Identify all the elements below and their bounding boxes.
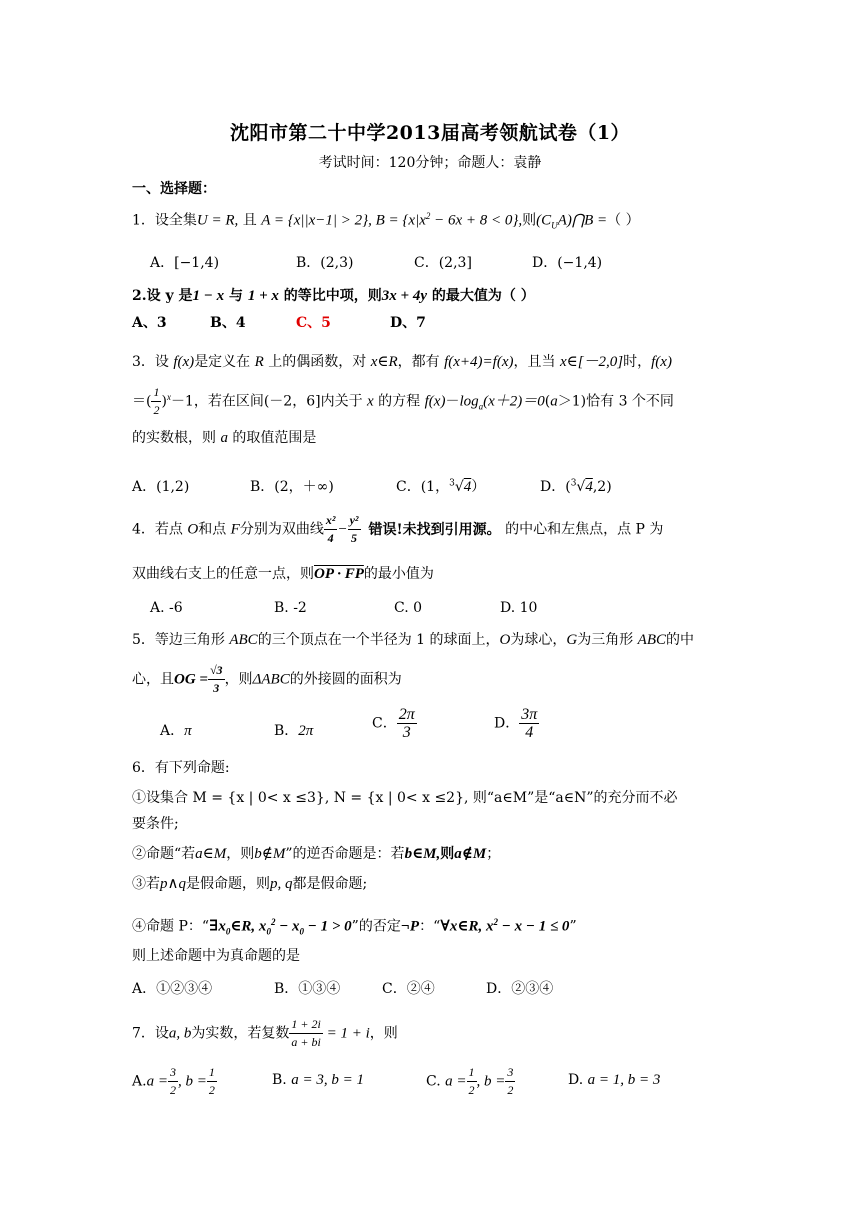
q7-option-b [272, 1072, 364, 1089]
q6-text: ” [569, 918, 577, 935]
question-3-line-1 [132, 352, 672, 372]
q2-option-b: B、4 [210, 315, 246, 331]
q3-text: ( [544, 393, 551, 410]
q6-math: ∈R, x [230, 918, 267, 935]
q6-math: − 1 > 0 [304, 918, 352, 935]
q5-option-label: C． [372, 715, 397, 732]
q5-option-a [160, 720, 192, 740]
q7-math: = 1 + i [322, 1025, 370, 1042]
q7-text: 7．设 [132, 1025, 169, 1042]
q3-text: ，且当 [513, 354, 560, 370]
q2-math: 1 + x [247, 288, 279, 304]
q3-root-radicand: 4 [585, 479, 593, 495]
q3-root-radicand: 4 [463, 479, 472, 495]
q4-fraction-num: x² [324, 512, 338, 530]
q7-math: a = [146, 1073, 168, 1090]
q7-math: a = [445, 1073, 467, 1090]
q6-text: 则 [440, 846, 455, 862]
q6-proposition-1-line-2: 要条件; [132, 816, 179, 832]
q5-math: O [499, 632, 511, 648]
q7-option-c-fraction-2 [505, 1064, 515, 1099]
q4-option-a: A. -6 [150, 600, 183, 616]
q3-option-d-text: D．( [540, 479, 571, 495]
q7-option-label: D. [568, 1072, 584, 1088]
q7-option-label: C. [426, 1073, 441, 1090]
q7-text: ，则 [369, 1025, 398, 1042]
q4-option-b: B. -2 [274, 600, 307, 616]
q7-option-c [426, 1064, 515, 1099]
q6-math: a∈M [195, 846, 227, 862]
q6-math: b∉M [254, 846, 286, 862]
q6-option-a: A．①②③④ [132, 981, 213, 997]
q3-text: 时， [623, 354, 652, 370]
q7-option-a [132, 1064, 217, 1099]
q4-text: 的中心和左焦点，点 P 为 [500, 521, 664, 538]
q4-text: 分别为双曲线 [239, 521, 324, 538]
question-6-head: 6．有下列命题: [132, 760, 230, 776]
q5-fraction-num: √3 [208, 662, 225, 680]
q6-exponent: 2 [270, 917, 276, 927]
q3-text: 的取值范围是 [227, 430, 317, 446]
q4-minus: − [337, 521, 348, 538]
q6-text: ； [486, 846, 501, 862]
q5-fraction [208, 662, 225, 697]
q6-text: ②命题“若 [132, 846, 196, 862]
q3-text: ，都有 [397, 354, 445, 370]
q2-text: 的最大值为（ ） [427, 288, 535, 304]
q3-math: f(x) [173, 354, 195, 370]
q7-fraction-num: 1 [207, 1064, 217, 1082]
q7-math: , b = [177, 1073, 207, 1090]
q3-text: ＞1)恰有 3 个不同 [557, 393, 674, 410]
q6-text: 都是假命题; [292, 876, 368, 892]
q3-option-d [540, 476, 612, 496]
q5-text: 的三个顶点在一个半径为 1 的球面上， [257, 632, 500, 648]
q5-math: OG = [174, 671, 208, 688]
q3-fraction [151, 384, 161, 419]
exam-info: 考试时间：120分钟；命题人：袁静 [318, 155, 542, 171]
q5-text: ，则 [224, 671, 253, 688]
section-heading: 一、选择题： [132, 181, 216, 197]
q4-fraction-den: 4 [327, 531, 334, 545]
q3-text: ) [161, 393, 167, 410]
q1-math: A)⋂B = [557, 212, 608, 229]
question-1-stem [132, 206, 640, 235]
q1-text: 则 [522, 212, 537, 229]
q3-math: f(x) [651, 354, 672, 370]
q5-math: ABC [229, 632, 258, 648]
q5-option-label: A． [160, 723, 185, 739]
q6-option-c: C．②④ [382, 981, 435, 997]
q6-text: ”的否定 [351, 918, 401, 935]
q1-option-a: A．[−1,4) [150, 255, 220, 271]
q5-math: G [566, 632, 578, 648]
q3-option-b: B．(2，＋∞) [250, 479, 334, 495]
q4-fraction-x [324, 512, 338, 547]
q7-math: a = 3, b = 1 [291, 1072, 364, 1088]
q3-math: (x＋2)＝0 [483, 393, 545, 410]
q5-option-label: B． [274, 723, 299, 739]
q5-option-d-fraction [519, 706, 539, 741]
q4-math: F [230, 521, 240, 538]
q6-option-d: D．②③④ [486, 981, 554, 997]
q7-option-d [568, 1072, 660, 1089]
q4-text: 的最小值为 [363, 566, 434, 582]
q3-math: x∈R [370, 354, 398, 370]
q6-math: − x − 1 ≤ 0 [498, 918, 570, 935]
q3-math: a [550, 393, 558, 410]
q1-exponent: 2 [425, 211, 431, 221]
q5-fraction-num: 3π [521, 706, 538, 723]
q3-option-a: A．(1,2) [132, 479, 190, 495]
q6-math: − x [275, 918, 300, 935]
q6-subscript: 0 [225, 926, 231, 937]
q6-prompt: 则上述命题中为真命题的是 [132, 948, 300, 964]
q5-text: 5．等边三角形 [132, 632, 230, 648]
q5-math: ABC [637, 632, 666, 648]
q4-vector-product: OP · FP [314, 566, 364, 582]
q3-text: ＝( [132, 393, 152, 410]
q2-option-a: A、3 [132, 315, 167, 331]
q2-text: 2.设 y 是 [132, 288, 193, 304]
q3-math: f(x) [424, 393, 446, 410]
q3-option-c [396, 476, 485, 496]
q6-exponent: 2 [493, 917, 499, 927]
q3-fraction-den: 2 [153, 403, 160, 417]
q6-math: ∀x∈R, x [440, 918, 494, 935]
q6-proposition-4 [132, 912, 577, 941]
q6-text: ④命题 P：“ [132, 918, 210, 935]
q7-fraction-num: 3 [505, 1064, 515, 1082]
q5-text: 心，且 [132, 671, 174, 688]
q6-math: a∉M [454, 846, 487, 862]
question-7-stem [132, 1016, 398, 1051]
q3-root-index: 3 [570, 478, 577, 489]
q5-fraction-den: 4 [525, 724, 534, 741]
q7-math: a = 1, b = 3 [587, 1072, 661, 1088]
page-title: 沈阳市第二十中学2013届高考领航试卷（1） [229, 122, 631, 144]
q3-option-c-close: ） [471, 479, 486, 495]
question-3-line-3 [132, 428, 316, 448]
q3-fraction-num: 1 [151, 384, 161, 402]
q7-fraction-den: 2 [169, 1083, 176, 1097]
q7-option-label: B. [272, 1072, 287, 1088]
q1-text: 1．设全集 [132, 212, 197, 229]
q6-math: p, q [269, 876, 293, 892]
q4-text: 双曲线右支上的任意一点，则 [132, 566, 314, 582]
q2-math: 3x + 4y [381, 288, 427, 304]
q1-subscript: U [551, 220, 558, 231]
q5-fraction-num: 2π [398, 706, 415, 723]
q3-text: 是定义在 [194, 354, 255, 370]
q4-math: O [187, 521, 199, 538]
q6-text: ③若 [132, 876, 160, 892]
q7-fraction-den: 2 [208, 1083, 215, 1097]
q5-option-value: π [184, 723, 192, 739]
question-5-line-1 [132, 630, 694, 650]
q3-option-c-text: C．(1， [396, 479, 450, 495]
q3-math: R [254, 354, 264, 370]
q2-option-d: D、7 [390, 315, 426, 331]
q3-root-index: 3 [449, 478, 455, 489]
q2-math: 1 − x [192, 288, 225, 304]
question-3-line-2 [132, 384, 674, 419]
q7-fraction-num: 1 [467, 1064, 477, 1082]
q7-option-label: A. [132, 1073, 147, 1090]
question-4-line-1 [132, 512, 663, 547]
q6-math: ¬P [400, 918, 420, 935]
question-2-stem [132, 286, 535, 306]
q3-option-d-close: ,2) [592, 479, 612, 495]
q5-math: ΔABC [252, 671, 290, 688]
q6-proposition-2 [132, 844, 500, 864]
q7-text: 为实数，若复数 [191, 1025, 290, 1042]
q5-option-value: 2π [298, 723, 314, 739]
q6-math: ∃x [209, 918, 226, 935]
q3-exponent: x [166, 391, 171, 402]
q1-text: 且 [238, 212, 262, 229]
q1-set-b: − 6x + 8 < 0}, [430, 212, 523, 229]
q1-math: U = R, [196, 212, 239, 229]
q3-text: 3．设 [132, 354, 174, 370]
question-4-line-2 [132, 564, 434, 584]
q3-root: √ [454, 479, 464, 495]
q3-text: 的实数根，则 [132, 430, 221, 446]
q6-text: ：“ [419, 918, 441, 935]
q7-option-a-fraction-2 [207, 1064, 217, 1099]
q6-proposition-3 [132, 874, 367, 894]
q3-math: x∈[－2,0] [559, 354, 624, 370]
q7-option-c-fraction [467, 1064, 477, 1099]
q4-fraction-y [348, 512, 361, 547]
q7-math: a, b [168, 1025, 192, 1042]
q3-math: f(x+4)=f(x) [444, 354, 514, 370]
q5-option-d [494, 706, 539, 741]
q7-fraction-den: 2 [468, 1083, 475, 1097]
q5-option-b [274, 720, 313, 740]
q6-subscript: 0 [299, 926, 305, 937]
q5-option-c [372, 706, 417, 741]
q5-text: 为三角形 [577, 632, 638, 648]
q3-math: x [367, 393, 374, 410]
q5-fraction-den: 3 [402, 724, 411, 741]
q1-math: (C [536, 212, 552, 229]
q5-option-c-fraction [397, 706, 417, 741]
q6-subscript: 0 [266, 926, 271, 937]
q6-option-b: B．①③④ [274, 981, 341, 997]
q5-text: 的中 [666, 632, 694, 648]
q4-fraction-num: y² [348, 512, 361, 530]
q4-option-c: C. 0 [394, 600, 423, 616]
q7-option-a-fraction [168, 1064, 178, 1099]
q4-option-d: D. 10 [500, 600, 538, 616]
q1-set-a: A = {x||x−1| > 2}, B = {x|x [261, 212, 426, 229]
q3-text: 上的偶函数，对 [263, 354, 371, 370]
q6-proposition-1-line-1: ①设集合 M = {x | 0< x ≤3}, N = {x | 0< x ≤2}, 则“a∈M”是“a∈N”的充分而不必 [132, 790, 678, 806]
q6-math: b∈M, [404, 846, 441, 862]
q3-root: √ [576, 479, 586, 495]
question-5-line-2 [132, 662, 402, 697]
q1-option-d: D．(−1,4) [532, 255, 603, 271]
q1-option-b: B．(2,3) [296, 255, 354, 271]
q2-text: 的等比中项，则 [278, 288, 382, 304]
q6-text: ”的逆否命题是：若 [285, 846, 405, 862]
q7-fraction-den: 2 [507, 1083, 514, 1097]
q4-text: 和点 [198, 521, 231, 538]
q5-text: 为球心， [510, 632, 567, 648]
q7-fraction-num: 3 [168, 1064, 178, 1082]
q7-fraction-den: a + bi [291, 1035, 321, 1049]
q3-text: 的方程 [373, 393, 425, 410]
q2-text: 与 [224, 288, 248, 304]
q5-fraction-den: 3 [213, 681, 220, 695]
q4-error-text: 错误!未找到引用源。 [368, 521, 501, 538]
q6-text: 是假命题，则 [185, 876, 270, 892]
q3-text: － [445, 393, 460, 410]
q3-math: a [220, 430, 228, 446]
q4-fraction-den: 5 [351, 531, 358, 545]
q1-answer-blank: （ ） [607, 212, 640, 229]
q4-text: 4．若点 [132, 521, 188, 538]
q3-text: －1，若在区间(－2，6]内关于 [170, 393, 368, 410]
q5-option-label: D． [494, 715, 520, 732]
q1-option-c: C．(2,3] [414, 255, 472, 271]
q3-log-base: a [478, 401, 484, 412]
q6-text: ，则 [226, 846, 255, 862]
q7-fraction [289, 1016, 322, 1051]
q6-math: p∧q [160, 876, 186, 892]
q5-text: 的外接圆的面积为 [289, 671, 402, 688]
q2-option-c: C、5 [296, 315, 331, 331]
q3-log: log [459, 393, 479, 410]
q7-math: , b = [476, 1073, 506, 1090]
q7-fraction-num: 1 + 2i [289, 1016, 322, 1034]
